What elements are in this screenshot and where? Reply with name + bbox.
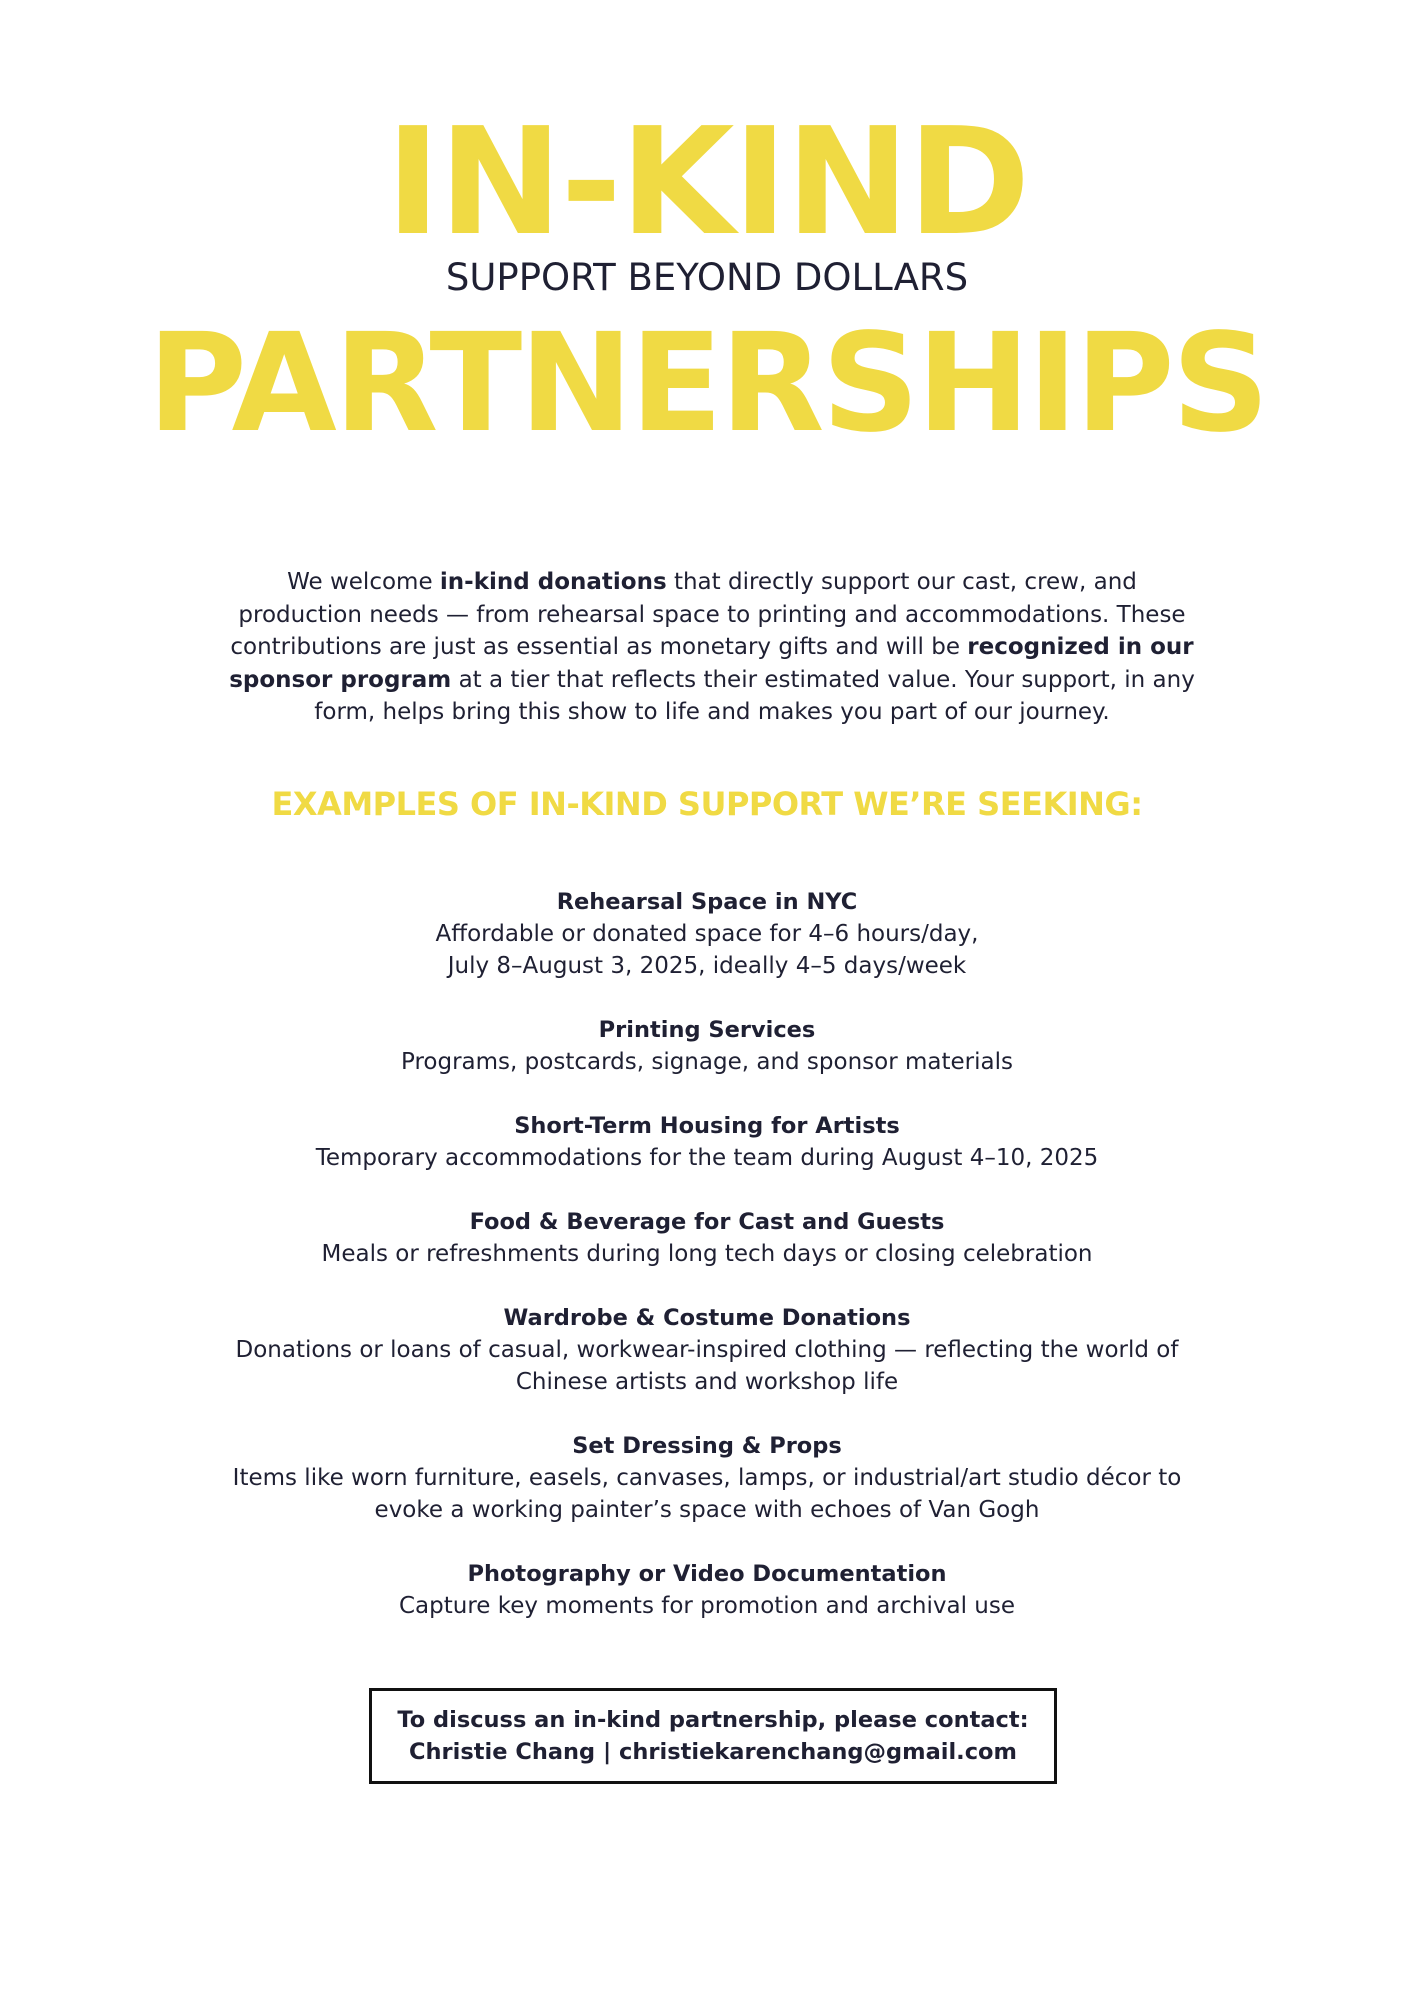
item-description: Programs, postcards, signage, and sponsor materials — [401, 1049, 1013, 1075]
item-title: Photography or Video Documentation — [467, 1561, 947, 1587]
support-item-printing — [180, 1014, 1234, 1078]
title-partnerships: PARTNERSHIPS — [147, 305, 1267, 463]
item-title: Rehearsal Space in NYC — [556, 889, 858, 915]
support-item-food-beverage — [180, 1206, 1234, 1270]
item-description: Affordable or donated space for 4–6 hours/day, July 8–August 3, 2025, ideally 4–5 days/week — [435, 921, 979, 979]
support-item-rehearsal-space — [180, 886, 1234, 982]
section-heading: EXAMPLES OF IN-KIND SUPPORT WE’RE SEEKING: — [271, 785, 1143, 823]
item-title: Short-Term Housing for Artists — [514, 1113, 900, 1139]
item-title: Printing Services — [598, 1017, 816, 1043]
support-item-wardrobe — [180, 1302, 1234, 1398]
support-list — [180, 886, 1234, 1654]
contact-prompt: To discuss an in-kind partnership, please contact: — [397, 1707, 1029, 1733]
item-title: Food & Beverage for Cast and Guests — [469, 1209, 945, 1235]
intro-bold-in-kind-donations: in-kind donations — [439, 569, 667, 595]
support-item-set-dressing — [180, 1430, 1234, 1526]
contact-name-email[interactable]: Christie Chang | christiekarenchang@gmail.com — [409, 1739, 1017, 1765]
title-in-kind: IN-KIND — [385, 96, 1029, 268]
item-description: Items like worn furniture, easels, canvases, lamps, or industrial/art studio décor to evoke a working painter’s space with echoes of Van Gogh — [232, 1465, 1182, 1523]
intro-text-2: that directly support our cast, crew, and production needs — from rehearsal space to printing and accommodations. These contributions are just as essential as monetary gifts and will be — [230, 569, 1186, 660]
support-item-housing — [180, 1110, 1234, 1174]
support-item-photography — [180, 1558, 1234, 1622]
intro-bold-sponsor-program: recognized in our sponsor program — [229, 634, 1194, 693]
item-title: Wardrobe & Costume Donations — [503, 1305, 911, 1331]
item-description: Capture key moments for promotion and archival use — [398, 1593, 1015, 1619]
item-description: Donations or loans of casual, workwear-inspired clothing — reflecting the world of Chinese artists and workshop life — [235, 1337, 1179, 1395]
item-title: Set Dressing & Props — [572, 1433, 842, 1459]
intro-text-1: We welcome — [287, 569, 440, 595]
subtitle: SUPPORT BEYOND DOLLARS — [445, 256, 969, 299]
item-description: Temporary accommodations for the team during August 4–10, 2025 — [315, 1145, 1099, 1171]
intro-text-3: at a tier that reflects their estimated value. Your support, in any form, helps bring this show to life and makes you part of our journey. — [314, 666, 1195, 725]
contact-box — [369, 1688, 1057, 1784]
intro-paragraph — [222, 566, 1202, 729]
item-description: Meals or refreshments during long tech days or closing celebration — [321, 1241, 1093, 1267]
